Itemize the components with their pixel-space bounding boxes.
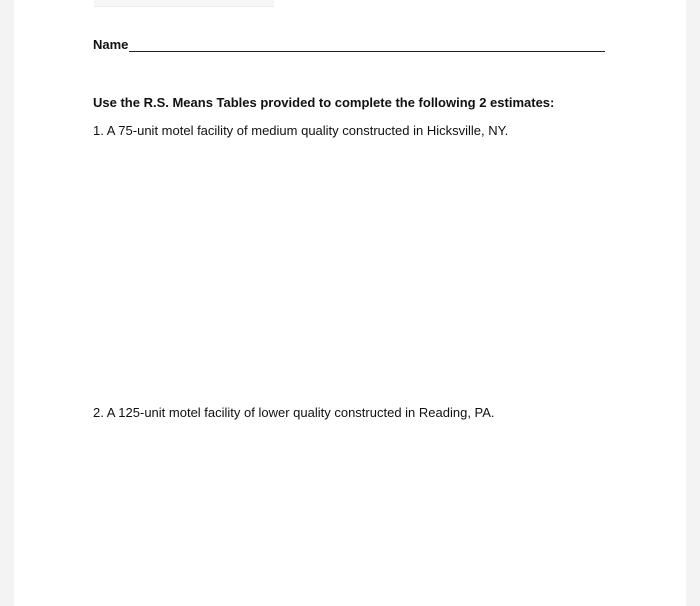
question-2: 2. A 125-unit motel facility of lower quality constructed in Reading, PA. [93, 405, 495, 420]
name-blank-line [129, 38, 605, 52]
name-field [93, 37, 605, 52]
instructions-heading: Use the R.S. Means Tables provided to complete the following 2 estimates: [93, 95, 555, 110]
worksheet-page [14, 0, 686, 606]
name-label: Name [93, 37, 129, 52]
header-remnant [94, 0, 274, 7]
question-1: 1. A 75-unit motel facility of medium quality constructed in Hicksville, NY. [93, 123, 509, 138]
